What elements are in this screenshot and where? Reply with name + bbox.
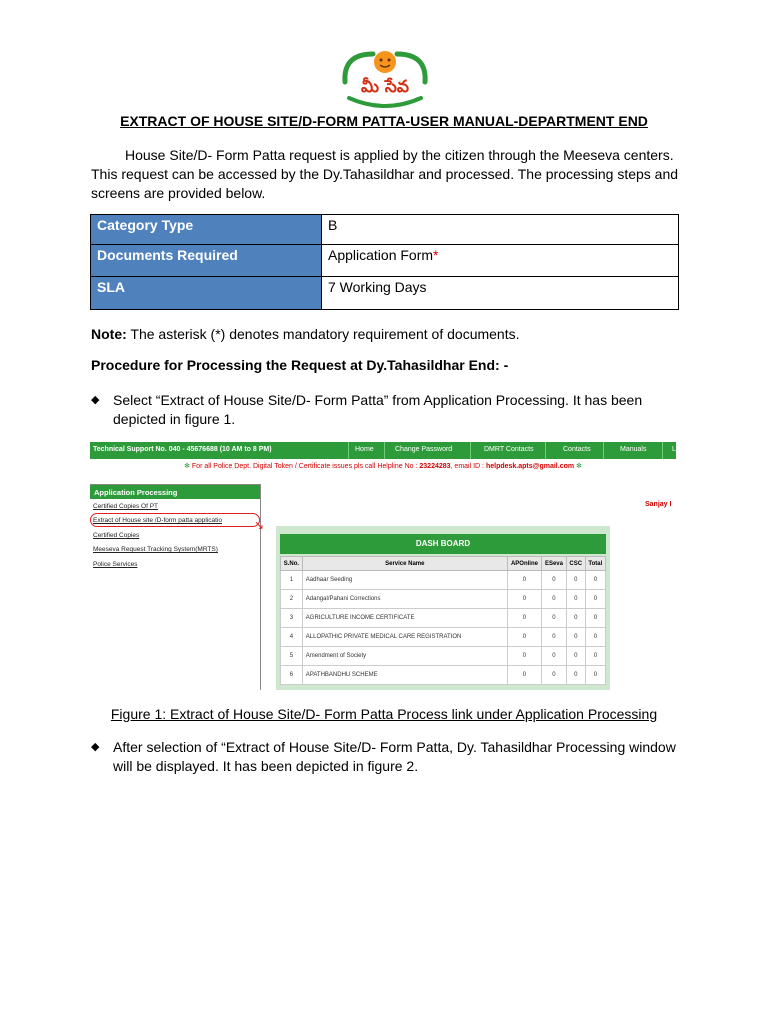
documents-required-label: Documents Required <box>91 245 322 277</box>
table-row: 4 ALLOPATHIC PRIVATE MEDICAL CARE REGISTRATION 0 0 0 0 <box>281 628 606 647</box>
nav-manuals[interactable]: Manuals <box>620 446 647 453</box>
col-csc: CSC <box>566 557 585 571</box>
nav-home[interactable]: Home <box>355 446 374 453</box>
figure-1-caption: Figure 1: Extract of House Site/D- Form Patta Process link under Application Processing <box>110 706 658 722</box>
mandatory-asterisk: * <box>433 247 439 263</box>
diamond-bullet-icon: ◆ <box>91 741 100 753</box>
col-sno: S.No. <box>281 557 303 571</box>
gear-icon: ✻ <box>576 463 582 470</box>
sidebar-item-certified-copies[interactable]: Certified Copies <box>93 532 140 539</box>
figure-1-screenshot <box>90 442 676 690</box>
nav-change-password[interactable]: Change Password <box>395 446 453 453</box>
table-row <box>91 215 679 245</box>
table-row: 6 APATHBANDHU SCHEME 0 0 0 0 <box>281 666 606 685</box>
sla-label: SLA <box>91 277 322 310</box>
table-row: 1 Aadhaar Seeding 0 0 0 0 <box>281 571 606 590</box>
nav-logout[interactable]: L <box>672 446 676 453</box>
user-name: Sanjay I <box>645 501 672 508</box>
document-title: EXTRACT OF HOUSE SITE/D-FORM PATTA-USER MANUAL-DEPARTMENT END <box>120 113 648 129</box>
svg-text:మీ సేవ: మీ సేవ <box>361 77 409 97</box>
nav-dmrt-contacts[interactable]: DMRT Contacts <box>484 446 534 453</box>
pointer-arrow-icon: ↘ <box>254 518 265 532</box>
bullet-item: ◆ Select “Extract of House Site/D- Form Patta” from Application Processing. It has been depicted in figure 1. <box>91 392 643 427</box>
documents-required-value: Application Form* <box>322 245 679 277</box>
highlight-circle <box>90 513 260 527</box>
gear-icon: ✻ <box>184 463 190 470</box>
portal-topbar <box>90 442 676 459</box>
helpline-banner: ✻ For all Police Dept. Digital Token / Certificate issues pls call Helpline No : 23224283, email ID : helpdesk.apts@gmail.com ✻ <box>184 463 582 470</box>
table-row: 5 Amendment of Society 0 0 0 0 <box>281 647 606 666</box>
sidebar-item-certified-copies-pt[interactable]: Certified Copies Of PT <box>93 503 159 510</box>
intro-paragraph: House Site/D- Form Patta request is applied by the citizen through the Meeseva centers. This request can be accessed by the Dy.Tahasildhar and processed. The processing steps and screens are provided below. <box>91 147 679 201</box>
table-row <box>91 277 679 310</box>
sidebar-item-police-services[interactable]: Police Services <box>93 561 138 568</box>
col-total: Total <box>585 557 605 571</box>
col-aponline: APOnline <box>507 557 541 571</box>
sla-value: 7 Working Days <box>322 277 679 310</box>
col-service-name: Service Name <box>302 557 507 571</box>
table-row <box>91 245 679 277</box>
dashboard-title: DASH BOARD <box>280 534 606 554</box>
category-type-value: B <box>322 215 679 245</box>
table-row: 3 AGRICULTURE INCOME CERTIFICATE 0 0 0 0 <box>281 609 606 628</box>
sidebar-item-house-site-dform[interactable]: Extract of House site /D-form patta applicatio <box>93 517 222 524</box>
procedure-heading: Procedure for Processing the Request at Dy.Tahasildhar End: - <box>91 357 509 373</box>
table-row: 2 Adangal/Pahani Corrections 0 0 0 0 <box>281 590 606 609</box>
bullet-item: ◆ After selection of “Extract of House Site/D- Form Patta, Dy. Tahasildhar Processing window will be displayed. It has been depicted in figure 2. <box>91 739 676 774</box>
note-line: Note: The asterisk (*) denotes mandatory requirement of documents. <box>91 326 520 342</box>
category-table <box>90 214 679 310</box>
sidebar-item-mrts[interactable]: Meeseva Request Tracking System(MRTS) <box>93 546 218 553</box>
col-eseva: ESeva <box>542 557 567 571</box>
dashboard <box>276 526 610 690</box>
support-number: Technical Support No. 040 - 45676688 (10 AM to 8 PM) <box>93 446 272 453</box>
dashboard-table <box>280 556 606 685</box>
meeseva-logo <box>335 42 435 112</box>
nav-contacts[interactable]: Contacts <box>563 446 591 453</box>
diamond-bullet-icon: ◆ <box>91 394 100 406</box>
sidebar-header: Application Processing <box>90 485 260 499</box>
category-type-label: Category Type <box>91 215 322 245</box>
